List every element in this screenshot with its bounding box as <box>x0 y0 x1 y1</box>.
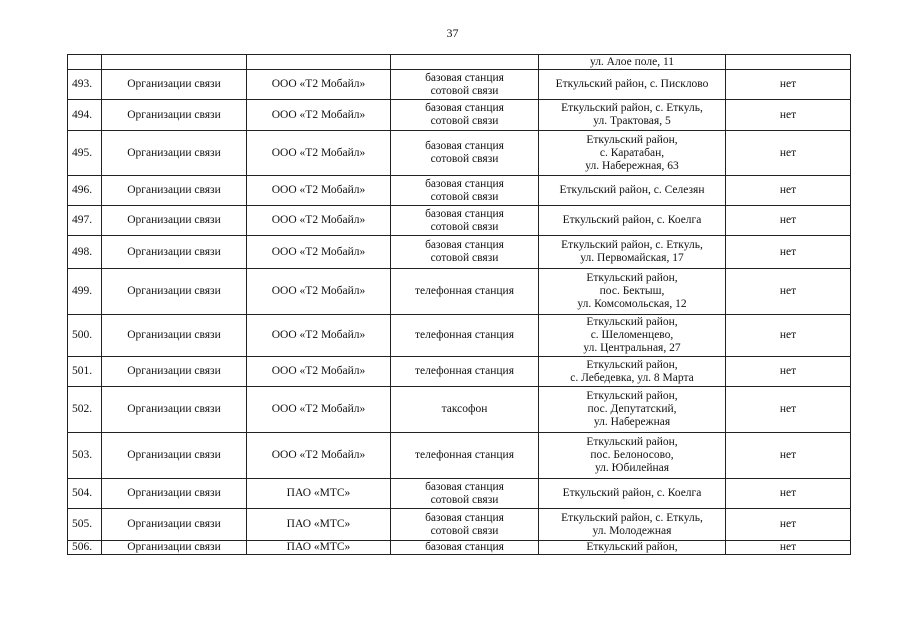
cell-address <box>539 509 726 541</box>
page-number: 37 <box>446 26 459 40</box>
address-line: Еткульский район, с. Еткуль, <box>561 511 703 524</box>
cell-type <box>391 479 539 509</box>
cell-address <box>539 315 726 357</box>
cell-num: 503. <box>68 433 102 479</box>
table-row <box>68 206 851 236</box>
table-row <box>68 387 851 433</box>
cell-type <box>391 387 539 433</box>
cell-address <box>539 236 726 269</box>
type-line: сотовой связи <box>430 84 499 97</box>
cell-address <box>539 387 726 433</box>
type-line: базовая станция <box>425 511 504 524</box>
type-line: базовая станция <box>425 541 504 553</box>
cell-org: ООО «Т2 Мобайл» <box>247 206 391 236</box>
cell-num: 497. <box>68 206 102 236</box>
cell-type <box>391 55 539 70</box>
type-line: телефонная станция <box>414 329 515 341</box>
cell-status: нет <box>726 236 851 269</box>
cell-category: Организации связи <box>102 433 247 479</box>
address-line: Еткульский район, с. Еткуль, <box>561 102 703 114</box>
address-line: с. Лебедевка, ул. 8 Марта <box>570 371 694 384</box>
address-line: ул. Набережная <box>593 416 671 428</box>
table-row <box>68 315 851 357</box>
address-line: Еткульский район, <box>586 541 678 553</box>
cell-category: Организации связи <box>102 269 247 315</box>
cell-num: 504. <box>68 479 102 509</box>
type-line: базовая станция <box>425 140 504 152</box>
address-line: Еткульский район, <box>586 436 678 448</box>
table-row <box>68 236 851 269</box>
cell-address <box>539 479 726 509</box>
cell-address <box>539 357 726 387</box>
cell-type <box>391 433 539 479</box>
cell-category: Организации связи <box>102 357 247 387</box>
cell-num: 496. <box>68 176 102 206</box>
cell-org: ПАО «МТС» <box>247 509 391 541</box>
table-row <box>68 479 851 509</box>
cell-num: 502. <box>68 387 102 433</box>
table-row <box>68 433 851 479</box>
address-line: ул. Алое поле, 11 <box>589 55 675 68</box>
table-row <box>68 269 851 315</box>
address-line: пос. Депутатский, <box>587 403 677 415</box>
table-row <box>68 100 851 131</box>
cell-category: Организации связи <box>102 70 247 100</box>
cell-type <box>391 100 539 131</box>
cell-type <box>391 315 539 357</box>
cell-type <box>391 176 539 206</box>
address-line: Еткульский район, с. Коелга <box>562 487 702 499</box>
cell-category: Организации связи <box>102 479 247 509</box>
type-line: таксофон <box>441 403 488 415</box>
type-line: сотовой связи <box>430 115 499 127</box>
address-line: Еткульский район, с. Еткуль, <box>561 239 703 251</box>
cell-status: нет <box>726 269 851 315</box>
cell-type <box>391 541 539 555</box>
cell-org: ООО «Т2 Мобайл» <box>247 70 391 100</box>
cell-num: 499. <box>68 269 102 315</box>
cell-num: 500. <box>68 315 102 357</box>
address-line: с. Каратабан, <box>599 146 665 159</box>
cell-category: Организации связи <box>102 315 247 357</box>
cell-type <box>391 70 539 100</box>
table-row <box>68 357 851 387</box>
registry-table <box>67 54 851 555</box>
cell-status <box>726 55 851 70</box>
cell-num: 498. <box>68 236 102 269</box>
table-row <box>68 541 851 555</box>
address-line: Еткульский район, <box>586 272 678 284</box>
cell-status: нет <box>726 357 851 387</box>
cell-status: нет <box>726 541 851 555</box>
cell-org: ООО «Т2 Мобайл» <box>247 236 391 269</box>
address-line: ул. Юбилейная <box>594 462 670 474</box>
table-row <box>68 509 851 541</box>
cell-type <box>391 131 539 176</box>
cell-category: Организации связи <box>102 236 247 269</box>
address-line: ул. Комсомольская, 12 <box>577 298 687 310</box>
cell-status: нет <box>726 206 851 236</box>
cell-category: Организации связи <box>102 176 247 206</box>
type-line: базовая станция <box>425 239 504 251</box>
cell-address <box>539 269 726 315</box>
cell-num: 506. <box>68 541 102 555</box>
cell-type <box>391 357 539 387</box>
address-line: ул. Первомайская, 17 <box>580 252 684 264</box>
type-line: сотовой связи <box>430 493 499 506</box>
table-row <box>68 131 851 176</box>
address-line: пос. Бектыш, <box>599 285 665 297</box>
type-line: телефонная станция <box>414 285 515 297</box>
cell-address <box>539 70 726 100</box>
type-line: базовая станция <box>425 71 504 84</box>
address-line: ул. Центральная, 27 <box>583 342 681 354</box>
address-line: ул. Молодежная <box>592 524 672 537</box>
cell-org: ООО «Т2 Мобайл» <box>247 176 391 206</box>
address-line: ул. Трактовая, 5 <box>593 115 671 127</box>
cell-status: нет <box>726 433 851 479</box>
cell-category: Организации связи <box>102 387 247 433</box>
cell-status: нет <box>726 100 851 131</box>
cell-org: ООО «Т2 Мобайл» <box>247 315 391 357</box>
cell-status: нет <box>726 509 851 541</box>
cell-num: 493. <box>68 70 102 100</box>
cell-org: ООО «Т2 Мобайл» <box>247 433 391 479</box>
cell-status: нет <box>726 315 851 357</box>
address-line: Еткульский район, <box>586 133 678 146</box>
cell-num: 501. <box>68 357 102 387</box>
cell-org: ООО «Т2 Мобайл» <box>247 357 391 387</box>
table-row <box>68 70 851 100</box>
type-line: базовая станция <box>425 207 504 220</box>
cell-address <box>539 131 726 176</box>
cell-type <box>391 269 539 315</box>
cell-status: нет <box>726 387 851 433</box>
type-line: сотовой связи <box>430 220 499 233</box>
cell-type <box>391 206 539 236</box>
address-line: Еткульский район, с. Писклово <box>555 78 709 90</box>
cell-category: Организации связи <box>102 100 247 131</box>
address-line: Еткульский район, с. Коелга <box>562 214 702 226</box>
cell-num: 505. <box>68 509 102 541</box>
cell-category: Организации связи <box>102 206 247 236</box>
table-row <box>68 176 851 206</box>
cell-category: Организации связи <box>102 541 247 555</box>
cell-status: нет <box>726 479 851 509</box>
address-line: Еткульский район, с. Селезян <box>559 184 705 196</box>
cell-address <box>539 176 726 206</box>
address-line: с. Шеломенцево, <box>590 329 674 341</box>
type-line: сотовой связи <box>430 153 499 165</box>
cell-org: ООО «Т2 Мобайл» <box>247 387 391 433</box>
cell-status: нет <box>726 70 851 100</box>
cell-type <box>391 236 539 269</box>
cell-num: 494. <box>68 100 102 131</box>
cell-num <box>68 55 102 70</box>
address-line: ул. Набережная, 63 <box>585 159 679 172</box>
type-line: базовая станция <box>425 102 504 114</box>
cell-category: Организации связи <box>102 509 247 541</box>
cell-address <box>539 541 726 555</box>
type-line: телефонная станция <box>414 449 515 461</box>
cell-org <box>247 55 391 70</box>
type-line: сотовой связи <box>430 190 499 203</box>
cell-address <box>539 100 726 131</box>
cell-category: Организации связи <box>102 131 247 176</box>
address-line: Еткульский район, <box>586 358 678 371</box>
cell-type <box>391 509 539 541</box>
cell-address <box>539 206 726 236</box>
address-line: Еткульский район, <box>586 316 678 328</box>
address-line: пос. Белоносово, <box>590 449 674 461</box>
cell-org: ООО «Т2 Мобайл» <box>247 100 391 131</box>
continuation-row <box>68 55 851 70</box>
cell-num: 495. <box>68 131 102 176</box>
type-line: сотовой связи <box>430 252 499 264</box>
cell-address <box>539 55 726 70</box>
type-line: сотовой связи <box>430 524 499 537</box>
cell-address <box>539 433 726 479</box>
type-line: базовая станция <box>425 480 504 493</box>
address-line: Еткульский район, <box>586 390 678 402</box>
cell-category <box>102 55 247 70</box>
cell-status: нет <box>726 131 851 176</box>
cell-org: ПАО «МТС» <box>247 541 391 555</box>
type-line: телефонная станция <box>414 365 515 377</box>
cell-org: ООО «Т2 Мобайл» <box>247 131 391 176</box>
cell-org: ООО «Т2 Мобайл» <box>247 269 391 315</box>
cell-status: нет <box>726 176 851 206</box>
table-body <box>68 55 851 555</box>
cell-org: ПАО «МТС» <box>247 479 391 509</box>
type-line: базовая станция <box>425 177 504 190</box>
